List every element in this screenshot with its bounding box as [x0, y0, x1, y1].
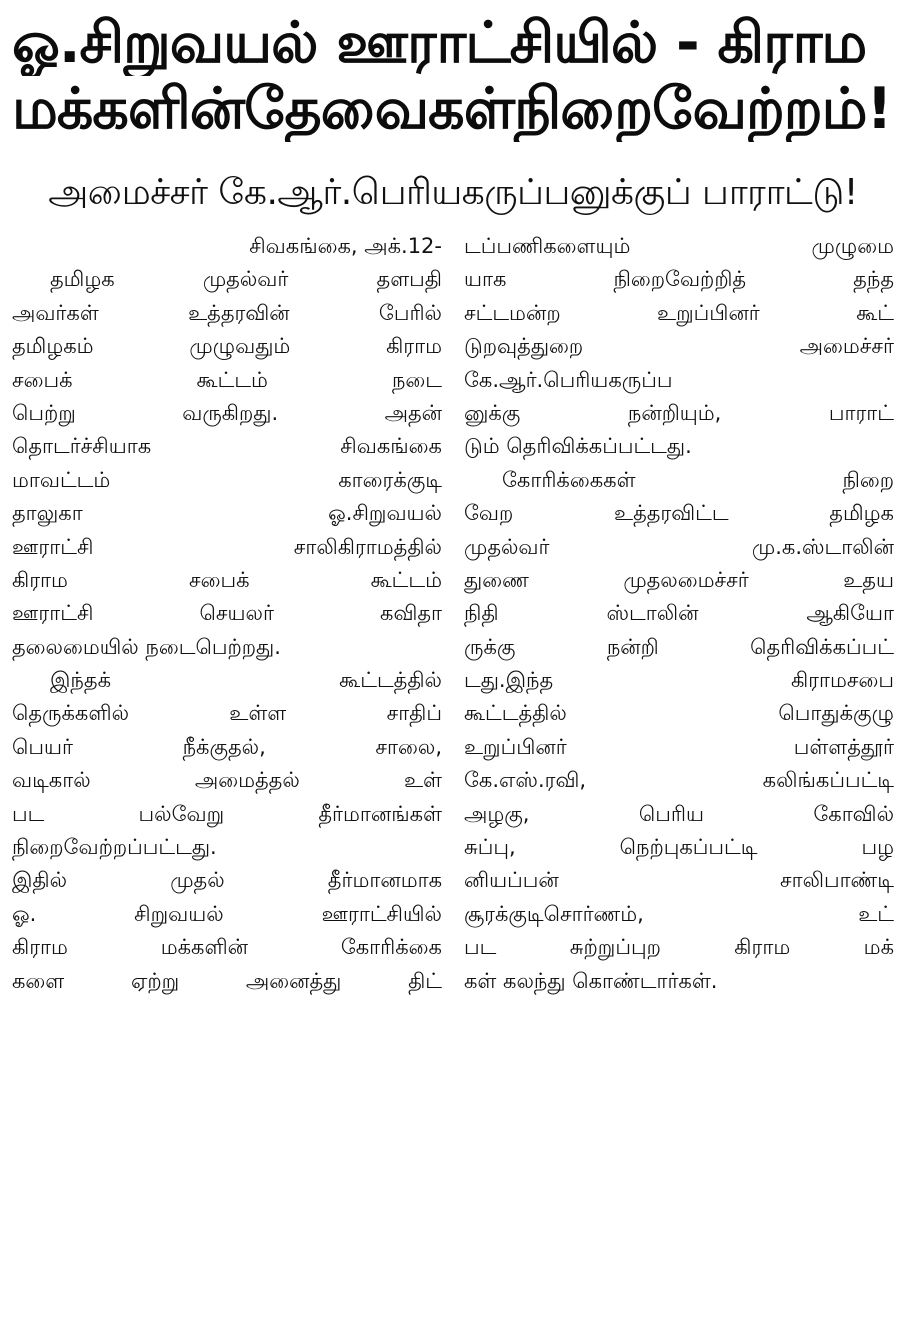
body-line: னியப்பன் சாலிபாண்டி — [464, 868, 894, 893]
body-line: டும் தெரிவிக்கப்பட்டது. — [464, 434, 692, 459]
body-line: டப்பணிகளையும் முழுமை — [464, 234, 894, 258]
body-line: கூட்டத்தில் பொதுக்குழு — [464, 701, 894, 726]
subheadline: அமைச்சர் கே.ஆர்.பெரியகருப்பனுக்குப் பாராட்டு! — [48, 172, 858, 213]
body-line: கிராம மக்களின் கோரிக்கை — [12, 935, 442, 960]
headline-line-2 — [12, 76, 894, 142]
body-line: யாக நிறைவேற்றித் தந்த — [464, 267, 894, 292]
body-line: தமிழக முதல்வர் தளபதி — [50, 267, 442, 292]
body-line: பட பல்வேறு தீர்மானங்கள் — [12, 801, 442, 826]
body-line: இதில் முதல் தீர்மானமாக — [12, 868, 442, 893]
body-line: கே.எஸ்.ரவி, கலிங்கப்பட்டி — [464, 768, 894, 793]
body-line: பெயர் நீக்குதல், சாலை, — [12, 734, 442, 759]
body-line: சபைக் கூட்டம் நடை — [12, 367, 442, 392]
body-line: பட சுற்றுப்புற கிராம மக் — [464, 935, 894, 960]
body-line: தொடர்ச்சியாக சிவகங்கை — [12, 434, 442, 459]
body-line: களை ஏற்று அனைத்து திட் — [12, 968, 442, 993]
body-line: மாவட்டம் காரைக்குடி — [12, 467, 442, 492]
body-line: னுக்கு நன்றியும், பாராட் — [464, 400, 894, 425]
body-line: தாலுகா ஓ.சிறுவயல் — [12, 501, 442, 526]
body-line: முதல்வர் மு.க.ஸ்டாலின் — [464, 534, 894, 559]
body-line: ஓ. சிறுவயல் ஊராட்சியில் — [12, 901, 442, 926]
body-line: தெருக்களில் உள்ள சாதிப் — [12, 701, 442, 726]
headline-word: தேவைகள் — [244, 76, 515, 142]
headline-line-1: ஓ.சிறுவயல் ஊராட்சியில் - கிராம — [12, 10, 867, 76]
body-line: டுறவுத்துறை அமைச்சர் — [464, 334, 894, 359]
headline-word: நிறைவேற்றம்! — [514, 76, 892, 142]
body-line: கோரிக்கைகள் நிறை — [502, 467, 894, 492]
column-right — [464, 230, 894, 998]
body-line: சுப்பு, நெற்புகப்பட்டி பழ — [464, 835, 894, 860]
body-line: ஊராட்சி செயலர் கவிதா — [12, 601, 442, 626]
body-line: அழகு, பெரிய கோவில் — [464, 801, 894, 826]
body-line: உறுப்பினர் பள்ளத்தூர் — [464, 734, 894, 759]
body-line: நிறைவேற்றப்பட்டது. — [12, 835, 217, 860]
body-line: கிராம சபைக் கூட்டம் — [12, 567, 442, 592]
body-line: ருக்கு நன்றி தெரிவிக்கப்பட் — [464, 634, 894, 659]
body-line: தலைமையில் நடைபெற்றது. — [12, 634, 281, 659]
body-line: சட்டமன்ற உறுப்பினர் கூட் — [464, 300, 894, 325]
body-line: சூரக்குடிசொர்ணம், உட் — [464, 901, 894, 926]
body-line: இந்தக் கூட்டத்தில் — [50, 668, 442, 693]
body-line: டது.இந்த கிராமசபை — [464, 668, 894, 693]
body-line: நிதி ஸ்டாலின் ஆகியோ — [464, 601, 894, 626]
body-line: கள் கலந்து கொண்டார்கள். — [464, 968, 718, 993]
body-line: அவர்கள் உத்தரவின் பேரில் — [12, 300, 442, 325]
body-line: துணை முதலமைச்சர் உதய — [464, 567, 894, 592]
dateline: சிவகங்கை, அக்.12- — [249, 234, 442, 258]
headline-word: மக்களின் — [12, 76, 245, 142]
body-line: தமிழகம் முழுவதும் கிராம — [12, 334, 442, 359]
body-line: வேற உத்தரவிட்ட தமிழக — [464, 501, 894, 526]
body-line: பெற்று வருகிறது. அதன் — [12, 400, 442, 425]
body-line: ஊராட்சி சாலிகிராமத்தில் — [12, 534, 442, 559]
column-left — [12, 230, 442, 998]
body-line: கே.ஆர்.பெரியகருப்ப — [464, 367, 673, 392]
headline — [12, 10, 894, 142]
body-line: வடிகால் அமைத்தல் உள் — [12, 768, 442, 793]
article-body — [12, 230, 894, 998]
